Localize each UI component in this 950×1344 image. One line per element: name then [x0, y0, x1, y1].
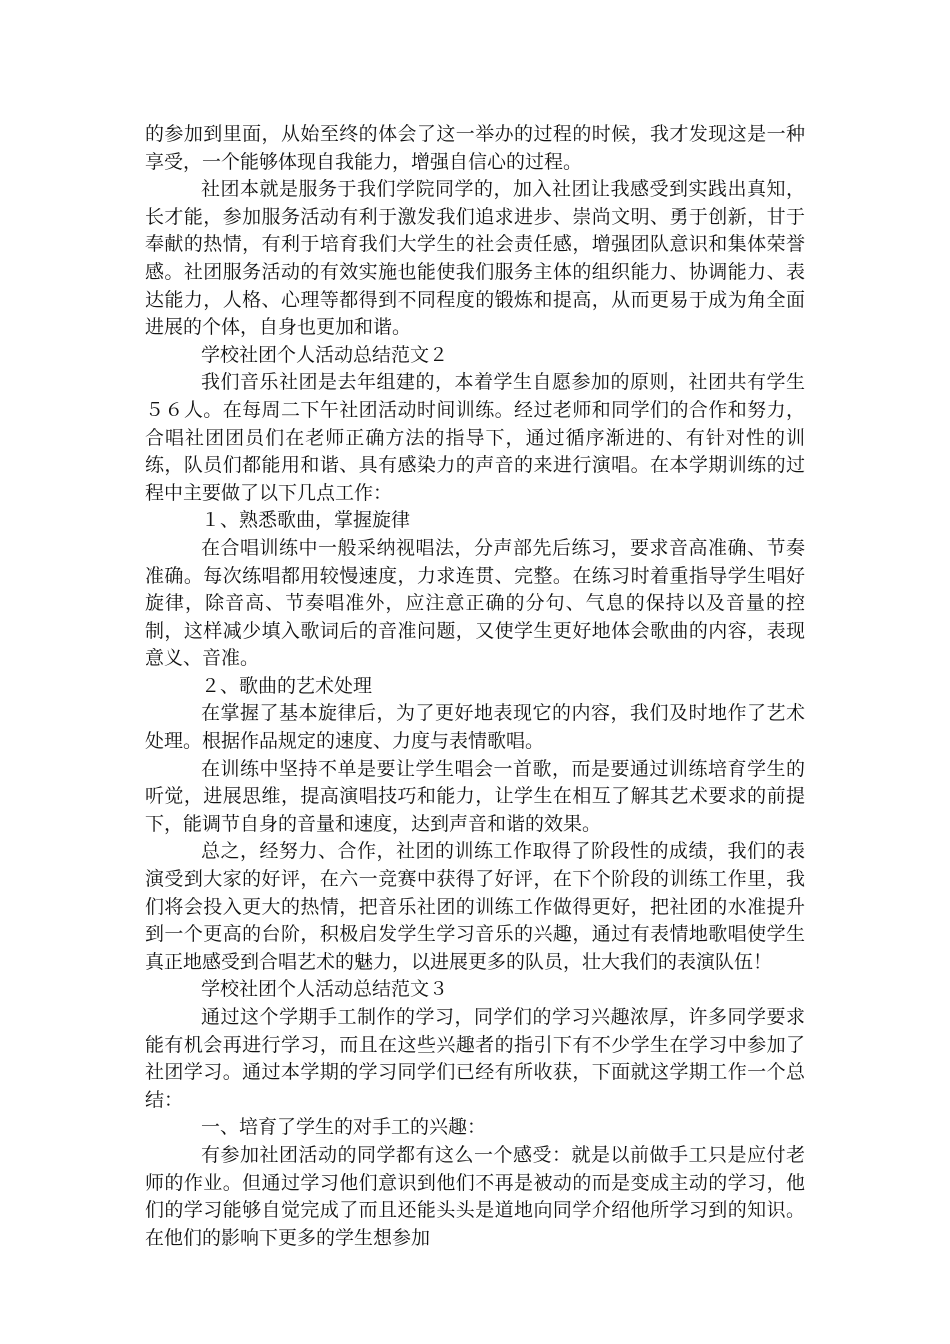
paragraph-7: 总之，经努力、合作，社团的训练工作取得了阶段性的成绩，我们的表演受到大家的好评，在六一竞赛中获得了好评，在下个阶段的训练工作里，我们将会投入更大的热情，把音乐社团的训练工作做得更好，把社团的水准提升到一个更高的台阶，积极启发学生学习音乐的兴趣，通过有表情地歌唱使学生真正地感受到合唱艺术的魅力，以进展更多的队员，壮大我们的表演队伍！ [145, 840, 805, 973]
section-heading-3: 学校社团个人活动总结范文３ [201, 978, 449, 1001]
paragraph-5: 在掌握了基本旋律后，为了更好地表现它的内容，我们及时地作了艺术处理。根据作品规定的速度、力度与表情歌唱。 [145, 702, 805, 753]
subheading-3: 一、培育了学生的对手工的兴趣： [201, 1116, 487, 1139]
paragraph-4: 在合唱训练中一般采纳视唱法，分声部先后练习，要求音高准确、节奏准确。每次练唱都用较慢速度，力求连贯、完整。在练习时着重指导学生唱好旋律，除音高、节奏唱准外，应注意正确的分句、气息的保持以及音量的控制，这样减少填入歌词后的音准问题，又使学生更好地体会歌曲的内容，表现意义、音准。 [145, 536, 805, 670]
subheading-2: ２、歌曲的艺术处理 [201, 674, 373, 697]
paragraph-8: 通过这个学期手工制作的学习，同学们的学习兴趣浓厚，许多同学要求能有机会再进行学习，而且在这些兴趣者的指引下有不少学生在学习中参加了社团学习。通过本学期的学习同学们已经有所收获，下面就这学期工作一个总结： [145, 1006, 805, 1111]
paragraph-1: 的参加到里面，从始至终的体会了这一举办的过程的时候，我才发现这是一种享受，一个能够体现自我能力，增强自信心的过程。 [145, 123, 805, 173]
document-body [145, 121, 805, 1252]
paragraph-3: 我们音乐社团是去年组建的，本着学生自愿参加的原则，社团共有学生５６人。在每周二下午社团活动时间训练。经过老师和同学们的合作和努力，合唱社团团员们在老师正确方法的指导下，通过循序渐进的、有针对性的训练，队员们都能用和谐、具有感染力的声音的来进行演唱。在本学期训练的过程中主要做了以下几点工作： [145, 371, 805, 504]
paragraph-6: 在训练中坚持不单是要让学生唱会一首歌，而是要通过训练培育学生的听觉，进展思维，提高演唱技巧和能力，让学生在相互了解其艺术要求的前提下，能调节自身的音量和速度，达到声音和谐的效果。 [145, 757, 805, 835]
paragraph-9: 有参加社团活动的同学都有这么一个感受：就是以前做手工只是应付老师的作业。但通过学习他们意识到他们不再是被动的而是变成主动的学习，他们的学习能够自觉完成了而且还能头头是道地向同学介绍他所学习到的知识。在他们的影响下更多的学生想参加 [145, 1143, 805, 1249]
section-heading-2: 学校社团个人活动总结范文２ [201, 343, 449, 366]
paragraph-2: 社团本就是服务于我们学院同学的，加入社团让我感受到实践出真知，长才能，参加服务活动有利于激发我们追求进步、崇尚文明、勇于创新，甘于奉献的热情，有利于培育我们大学生的社会责任感，增强团队意识和集体荣誉感。社团服务活动的有效实施也能使我们服务主体的组织能力、协调能力、表达能力，人格、心理等都得到不同程度的锻炼和提高，从而更易于成为角全面进展的个体，自身也更加和谐。 [145, 178, 805, 339]
subheading-1: １、熟悉歌曲，掌握旋律 [201, 509, 411, 532]
